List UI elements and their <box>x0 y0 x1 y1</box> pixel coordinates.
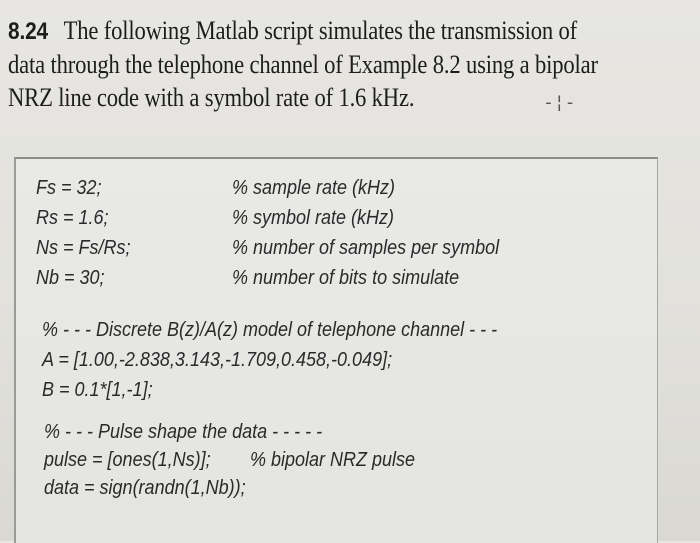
code-line-rs: Rs = 1.6; <box>36 207 109 229</box>
comment-pulse-shape: % - - - Pulse shape the data - - - - - <box>44 421 323 443</box>
code-line-fs: Fs = 32; <box>36 177 102 199</box>
comment-symbol-rate: % symbol rate (kHz) <box>232 207 395 229</box>
problem-line-3: NRZ line code with a symbol rate of 1.6 kHz. <box>8 83 415 112</box>
code-line-pulse: pulse = [ones(1,Ns)]; <box>44 449 211 471</box>
code-line-nb: Nb = 30; <box>36 267 105 289</box>
problem-line-1 <box>8 14 600 48</box>
problem-number: 8.24 <box>8 18 48 45</box>
code-listing <box>14 157 658 543</box>
comment-channel-model: % - - - Discrete B(z)/A(z) model of telephone channel - - - <box>42 319 498 341</box>
code-line-ns: Ns = Fs/Rs; <box>36 237 131 259</box>
code-line-a: A = [1.00,-2.838,3.143,-1.709,0.458,-0.049]; <box>42 349 393 371</box>
comment-bits-to-simulate: % number of bits to simulate <box>232 267 460 289</box>
text-cursor-icon: -¦- <box>543 92 576 113</box>
comment-sample-rate: % sample rate (kHz) <box>232 177 396 199</box>
comment-bipolar-nrz: % bipolar NRZ pulse <box>250 449 416 471</box>
problem-text-1: The following Matlab script simulates the transmission of <box>63 16 578 45</box>
code-line-b: B = 0.1*[1,-1]; <box>42 379 153 401</box>
code-line-data: data = sign(randn(1,Nb)); <box>44 477 246 499</box>
comment-samples-per-symbol: % number of samples per symbol <box>232 237 500 259</box>
problem-statement <box>8 14 688 114</box>
problem-line-2: data through the telephone channel of Example 8.2 using a bipolar <box>8 50 598 79</box>
